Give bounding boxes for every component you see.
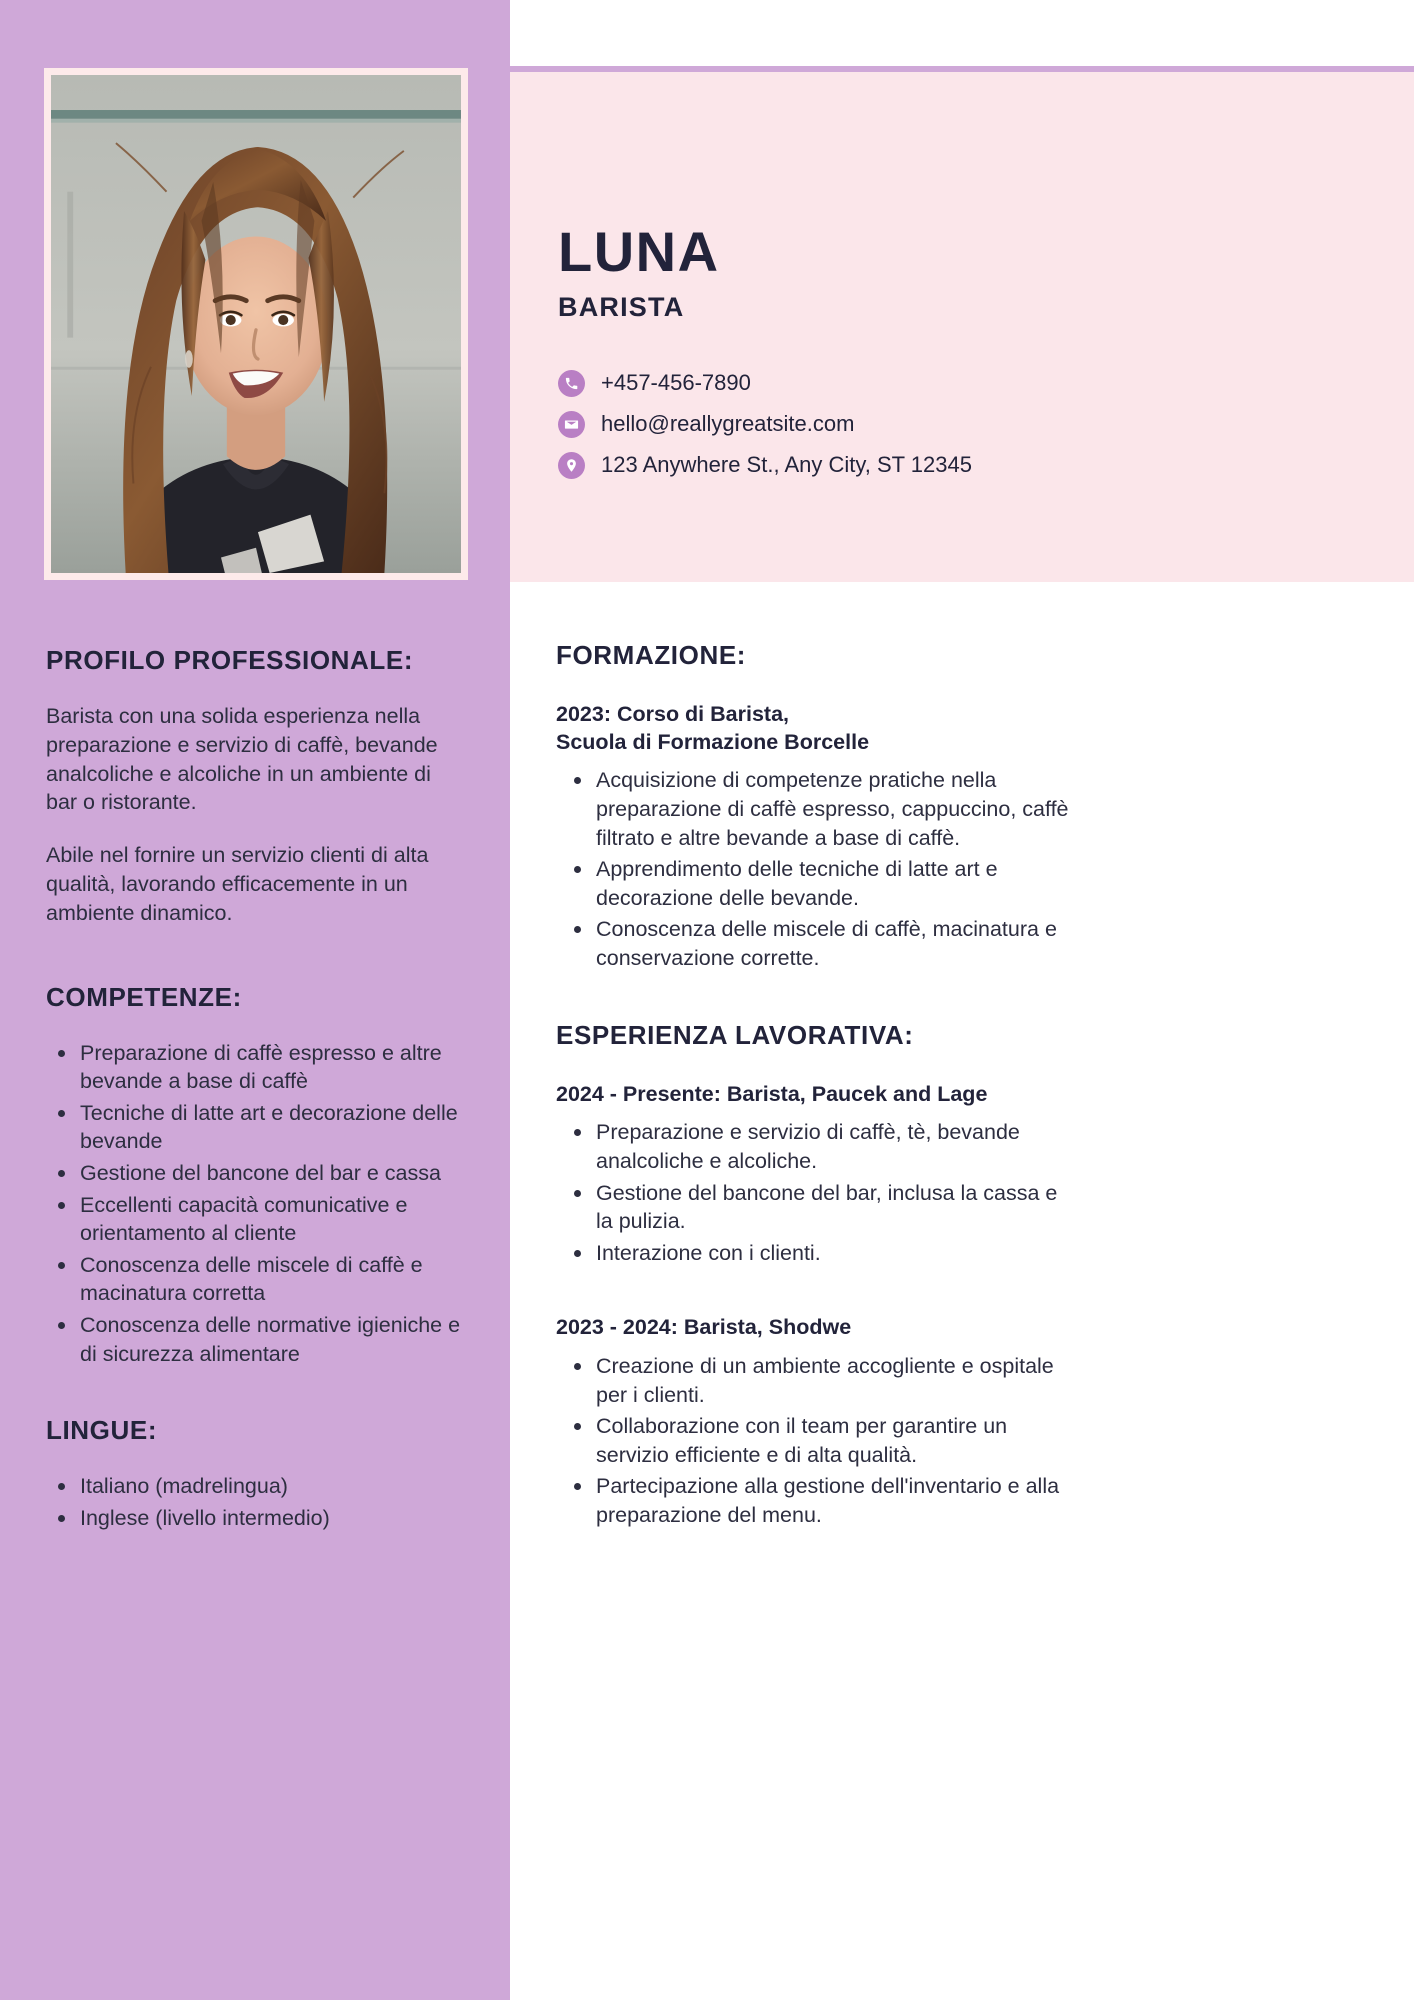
list-item: Conoscenza delle miscele di caffè, macinatura e conservazione corrette.	[596, 915, 1076, 972]
skills-list	[46, 1039, 466, 1369]
list-item: Preparazione di caffè espresso e altre bevande a base di caffè	[80, 1039, 466, 1096]
contact-list	[558, 370, 1378, 493]
list-item: Interazione con i clienti.	[596, 1239, 1076, 1268]
section-heading-education: FORMAZIONE:	[556, 640, 747, 670]
contact-row-address[interactable]	[558, 452, 1378, 479]
list-item: Collaborazione con il team per garantire un servizio efficiente e di alta qualità.	[596, 1412, 1076, 1469]
list-item: Creazione di un ambiente accogliente e ospitale per i clienti.	[596, 1352, 1076, 1409]
email-address: hello@reallygreatsite.com	[601, 411, 855, 437]
spacer	[556, 1270, 1076, 1314]
education-entry-heading: 2023: Corso di Barista, Scuola di Formazione Borcelle	[556, 702, 870, 754]
list-item: Italiano (madrelingua)	[80, 1472, 466, 1501]
street-address: 123 Anywhere St., Any City, ST 12345	[601, 452, 972, 478]
list-item: Acquisizione di competenze pratiche nella preparazione di caffè espresso, cappuccino, caffè filtrato e altre bevande a base di caffè.	[596, 766, 1076, 852]
profile-photo-frame	[44, 68, 468, 580]
phone-icon	[558, 370, 585, 397]
contact-row-phone[interactable]	[558, 370, 1378, 397]
profile-photo	[51, 75, 461, 573]
list-item: Tecniche di latte art e decorazione delle bevande	[80, 1099, 466, 1156]
list-item: Apprendimento delle tecniche di latte art e decorazione delle bevande.	[596, 855, 1076, 912]
spacer	[556, 976, 1076, 1020]
experience-bullets-1	[556, 1118, 1076, 1267]
spacer	[46, 952, 466, 982]
location-pin-icon	[558, 452, 585, 479]
phone-number: +457-456-7890	[601, 370, 751, 396]
languages-list	[46, 1472, 466, 1532]
section-heading-experience: ESPERIENZA LAVORATIVA:	[556, 1019, 914, 1050]
section-heading-skills: COMPETENZE:	[46, 981, 242, 1012]
list-item: Partecipazione alla gestione dell'inventario e alla preparazione del menu.	[596, 1472, 1076, 1529]
experience-entry-heading-2: 2023 - 2024: Barista, Shodwe	[556, 1315, 852, 1340]
list-item: Inglese (livello intermedio)	[80, 1504, 466, 1533]
right-column-content	[556, 640, 1076, 1533]
list-item: Preparazione e servizio di caffè, tè, bevande analcoliche e alcoliche.	[596, 1118, 1076, 1175]
profile-paragraph-1: Barista con una solida esperienza nella preparazione e servizio di caffè, bevande analcoliche e alcoliche in un ambiente di bar o ristorante.	[46, 704, 438, 815]
education-bullets	[556, 766, 1076, 972]
spacer	[46, 1371, 466, 1415]
left-column-content	[46, 645, 466, 1535]
envelope-icon	[558, 411, 585, 438]
section-heading-languages: LINGUE:	[46, 1415, 158, 1446]
list-item: Gestione del bancone del bar e cassa	[80, 1159, 466, 1188]
job-role-subtitle: BARISTA	[558, 292, 685, 322]
contact-row-email[interactable]	[558, 411, 1378, 438]
list-item: Gestione del bancone del bar, inclusa la cassa e la pulizia.	[596, 1179, 1076, 1236]
list-item: Eccellenti capacità comunicative e orientamento al cliente	[80, 1191, 466, 1248]
page-title: LUNA	[558, 220, 720, 283]
list-item: Conoscenza delle normative igieniche e di sicurezza alimentare	[80, 1311, 466, 1368]
section-heading-profile: PROFILO PROFESSIONALE:	[46, 645, 414, 675]
experience-entry-heading-1: 2024 - Presente: Barista, Paucek and Lage	[556, 1081, 988, 1106]
header-panel	[510, 66, 1414, 582]
experience-bullets-2	[556, 1352, 1076, 1530]
list-item: Conoscenza delle miscele di caffè e macinatura corretta	[80, 1251, 466, 1308]
profile-paragraph-2: Abile nel fornire un servizio clienti di alta qualità, lavorando efficacemente in un ambiente dinamico.	[46, 843, 429, 925]
